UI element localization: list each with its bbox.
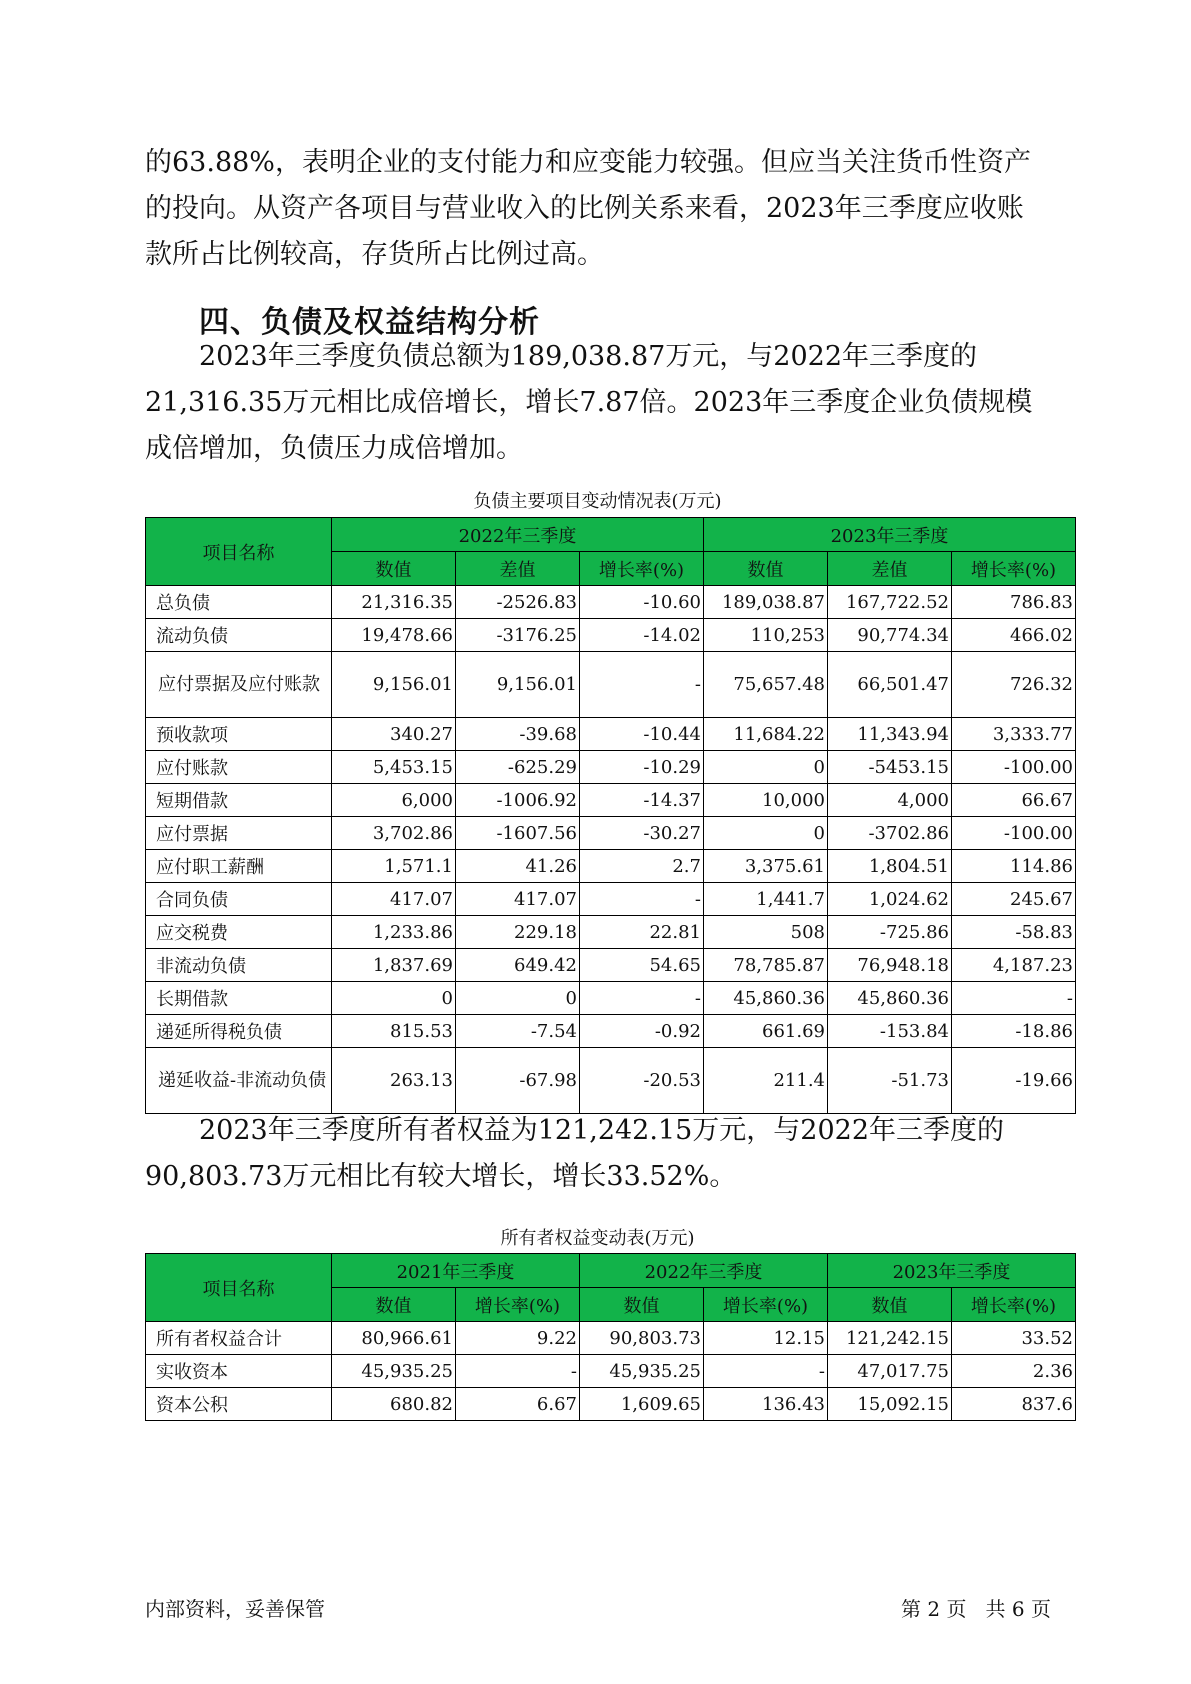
table2-name-header: 项目名称 <box>146 1254 332 1322</box>
cell-value: 76,948.18 <box>828 949 952 982</box>
cell-value: -10.29 <box>580 751 704 784</box>
row-label: 递延收益-非流动负债 <box>146 1048 332 1114</box>
cell-value: 11,343.94 <box>828 718 952 751</box>
cell-value: 9,156.01 <box>332 652 456 718</box>
cell-value: 6,000 <box>332 784 456 817</box>
cell-value: 47,017.75 <box>828 1355 952 1388</box>
row-label: 递延所得税负债 <box>146 1015 332 1048</box>
cell-value: 0 <box>332 982 456 1015</box>
cell-value: 11,684.22 <box>704 718 828 751</box>
row-label: 资本公积 <box>146 1388 332 1421</box>
footer-confidential-note: 内部资料，妥善保管 <box>145 1597 325 1621</box>
liability-paragraph: 2023年三季度负债总额为189,038.87万元，与2022年三季度的21,316.35万元相比成倍增长，增长7.87倍。2023年三季度企业负债规模成倍增加，负债压力成倍增加。 <box>145 341 1033 464</box>
table1-subheader: 差值 <box>828 552 952 586</box>
cell-value: -153.84 <box>828 1015 952 1048</box>
cell-value: 508 <box>704 916 828 949</box>
cell-value: -14.37 <box>580 784 704 817</box>
cell-value: -30.27 <box>580 817 704 850</box>
table-row <box>146 817 1076 850</box>
table-row <box>146 1388 1076 1421</box>
cell-value: -51.73 <box>828 1048 952 1114</box>
cell-value: 229.18 <box>456 916 580 949</box>
cell-value: 12.15 <box>704 1322 828 1355</box>
cell-value: 121,242.15 <box>828 1322 952 1355</box>
cell-value: 1,441.7 <box>704 883 828 916</box>
row-label: 预收款项 <box>146 718 332 751</box>
table1-subheader: 增长率(%) <box>580 552 704 586</box>
table-row <box>146 751 1076 784</box>
row-label: 应付账款 <box>146 751 332 784</box>
table-row <box>146 1322 1076 1355</box>
row-label: 非流动负债 <box>146 949 332 982</box>
table-row <box>146 883 1076 916</box>
table-row <box>146 619 1076 652</box>
intro-line-1: 的63.88%，表明企业的支付能力和应变能力较强。但应当关注货币性资产 <box>145 147 1031 178</box>
cell-value: -1607.56 <box>456 817 580 850</box>
footer-page-number: 第 2 页 共 6 页 <box>901 1597 1051 1621</box>
cell-value: -725.86 <box>828 916 952 949</box>
cell-value: -19.66 <box>952 1048 1076 1114</box>
cell-value: 837.6 <box>952 1388 1076 1421</box>
cell-value: 245.67 <box>952 883 1076 916</box>
cell-value: - <box>580 652 704 718</box>
row-label: 应付票据及应付账款 <box>146 652 332 718</box>
table1-group-2023: 2023年三季度 <box>704 518 1076 552</box>
table-row <box>146 784 1076 817</box>
row-label: 合同负债 <box>146 883 332 916</box>
cell-value: -67.98 <box>456 1048 580 1114</box>
cell-value: -14.02 <box>580 619 704 652</box>
cell-value: -3176.25 <box>456 619 580 652</box>
table-row <box>146 982 1076 1015</box>
equity-paragraph: 2023年三季度所有者权益为121,242.15万元，与2022年三季度的90,803.73万元相比有较大增长，增长33.52%。 <box>145 1115 1005 1192</box>
table2-group-2022: 2022年三季度 <box>580 1254 828 1288</box>
cell-value: 0 <box>456 982 580 1015</box>
table-row <box>146 1015 1076 1048</box>
row-label: 应付票据 <box>146 817 332 850</box>
table-row <box>146 949 1076 982</box>
table-row <box>146 1048 1076 1114</box>
cell-value: - <box>580 883 704 916</box>
table1-group-2022: 2022年三季度 <box>332 518 704 552</box>
cell-value: -100.00 <box>952 817 1076 850</box>
cell-value: 21,316.35 <box>332 586 456 619</box>
table1-subheader: 数值 <box>332 552 456 586</box>
cell-value: 189,038.87 <box>704 586 828 619</box>
cell-value: 15,092.15 <box>828 1388 952 1421</box>
cell-value: 417.07 <box>456 883 580 916</box>
cell-value: 466.02 <box>952 619 1076 652</box>
cell-value: - <box>952 982 1076 1015</box>
cell-value: 167,722.52 <box>828 586 952 619</box>
cell-value: 211.4 <box>704 1048 828 1114</box>
table-row <box>146 1355 1076 1388</box>
row-label: 短期借款 <box>146 784 332 817</box>
cell-value: 75,657.48 <box>704 652 828 718</box>
row-label: 应付职工薪酬 <box>146 850 332 883</box>
row-label: 长期借款 <box>146 982 332 1015</box>
cell-value: -10.44 <box>580 718 704 751</box>
cell-value: -39.68 <box>456 718 580 751</box>
table2-subheader: 增长率(%) <box>704 1288 828 1322</box>
cell-value: -5453.15 <box>828 751 952 784</box>
cell-value: 3,702.86 <box>332 817 456 850</box>
cell-value: 66.67 <box>952 784 1076 817</box>
cell-value: 10,000 <box>704 784 828 817</box>
intro-line-2: 的投向。从资产各项目与营业收入的比例关系来看，2023年三季度应收账 <box>145 193 1024 224</box>
cell-value: -625.29 <box>456 751 580 784</box>
cell-value: 41.26 <box>456 850 580 883</box>
table-row <box>146 850 1076 883</box>
cell-value: 9,156.01 <box>456 652 580 718</box>
table-row <box>146 652 1076 718</box>
cell-value: 1,571.1 <box>332 850 456 883</box>
cell-value: 0 <box>704 751 828 784</box>
intro-line-3: 款所占比例较高，存货所占比例过高。 <box>145 239 604 270</box>
table1-name-header: 项目名称 <box>146 518 332 586</box>
cell-value: 3,333.77 <box>952 718 1076 751</box>
cell-value: -18.86 <box>952 1015 1076 1048</box>
cell-value: 90,803.73 <box>580 1322 704 1355</box>
row-label: 实收资本 <box>146 1355 332 1388</box>
cell-value: 19,478.66 <box>332 619 456 652</box>
table1-subheader: 增长率(%) <box>952 552 1076 586</box>
row-label: 总负债 <box>146 586 332 619</box>
cell-value: 1,609.65 <box>580 1388 704 1421</box>
cell-value: 4,000 <box>828 784 952 817</box>
cell-value: -2526.83 <box>456 586 580 619</box>
cell-value: 45,860.36 <box>704 982 828 1015</box>
cell-value: 80,966.61 <box>332 1322 456 1355</box>
cell-value: 2.36 <box>952 1355 1076 1388</box>
cell-value: 417.07 <box>332 883 456 916</box>
cell-value: 680.82 <box>332 1388 456 1421</box>
table-row <box>146 718 1076 751</box>
cell-value: 5,453.15 <box>332 751 456 784</box>
table2-group-2023: 2023年三季度 <box>828 1254 1076 1288</box>
table1-caption: 负债主要项目变动情况表(万元) <box>473 491 722 512</box>
cell-value: -7.54 <box>456 1015 580 1048</box>
row-label: 所有者权益合计 <box>146 1322 332 1355</box>
cell-value: 1,233.86 <box>332 916 456 949</box>
table2-subheader: 增长率(%) <box>952 1288 1076 1322</box>
cell-value: 661.69 <box>704 1015 828 1048</box>
cell-value: -3702.86 <box>828 817 952 850</box>
table2-caption: 所有者权益变动表(万元) <box>500 1228 695 1249</box>
table2-subheader: 数值 <box>828 1288 952 1322</box>
cell-value: 649.42 <box>456 949 580 982</box>
table-row <box>146 916 1076 949</box>
cell-value: 45,860.36 <box>828 982 952 1015</box>
cell-value: 1,804.51 <box>828 850 952 883</box>
row-label: 应交税费 <box>146 916 332 949</box>
cell-value: 110,253 <box>704 619 828 652</box>
cell-value: -10.60 <box>580 586 704 619</box>
cell-value: 3,375.61 <box>704 850 828 883</box>
cell-value: 2.7 <box>580 850 704 883</box>
table1-subheader: 差值 <box>456 552 580 586</box>
cell-value: 340.27 <box>332 718 456 751</box>
table2-group-2021: 2021年三季度 <box>332 1254 580 1288</box>
table2-subheader: 数值 <box>332 1288 456 1322</box>
cell-value: 45,935.25 <box>580 1355 704 1388</box>
section-heading: 四、负债及权益结构分析 <box>199 305 540 340</box>
cell-value: -58.83 <box>952 916 1076 949</box>
cell-value: 786.83 <box>952 586 1076 619</box>
cell-value: 815.53 <box>332 1015 456 1048</box>
cell-value: -100.00 <box>952 751 1076 784</box>
table2-subheader: 增长率(%) <box>456 1288 580 1322</box>
cell-value: 4,187.23 <box>952 949 1076 982</box>
cell-value: 33.52 <box>952 1322 1076 1355</box>
cell-value: 1,024.62 <box>828 883 952 916</box>
cell-value: 0 <box>704 817 828 850</box>
table1-subheader: 数值 <box>704 552 828 586</box>
cell-value: 9.22 <box>456 1322 580 1355</box>
cell-value: 54.65 <box>580 949 704 982</box>
cell-value: - <box>580 982 704 1015</box>
cell-value: - <box>704 1355 828 1388</box>
cell-value: 114.86 <box>952 850 1076 883</box>
cell-value: -20.53 <box>580 1048 704 1114</box>
cell-value: 22.81 <box>580 916 704 949</box>
cell-value: 78,785.87 <box>704 949 828 982</box>
cell-value: -1006.92 <box>456 784 580 817</box>
cell-value: 263.13 <box>332 1048 456 1114</box>
cell-value: 1,837.69 <box>332 949 456 982</box>
cell-value: 726.32 <box>952 652 1076 718</box>
cell-value: 6.67 <box>456 1388 580 1421</box>
cell-value: 66,501.47 <box>828 652 952 718</box>
equity-table <box>145 1253 1076 1421</box>
row-label: 流动负债 <box>146 619 332 652</box>
table-row <box>146 586 1076 619</box>
cell-value: - <box>456 1355 580 1388</box>
cell-value: 136.43 <box>704 1388 828 1421</box>
cell-value: 45,935.25 <box>332 1355 456 1388</box>
cell-value: 90,774.34 <box>828 619 952 652</box>
liability-table <box>145 517 1076 1114</box>
table2-subheader: 数值 <box>580 1288 704 1322</box>
cell-value: -0.92 <box>580 1015 704 1048</box>
